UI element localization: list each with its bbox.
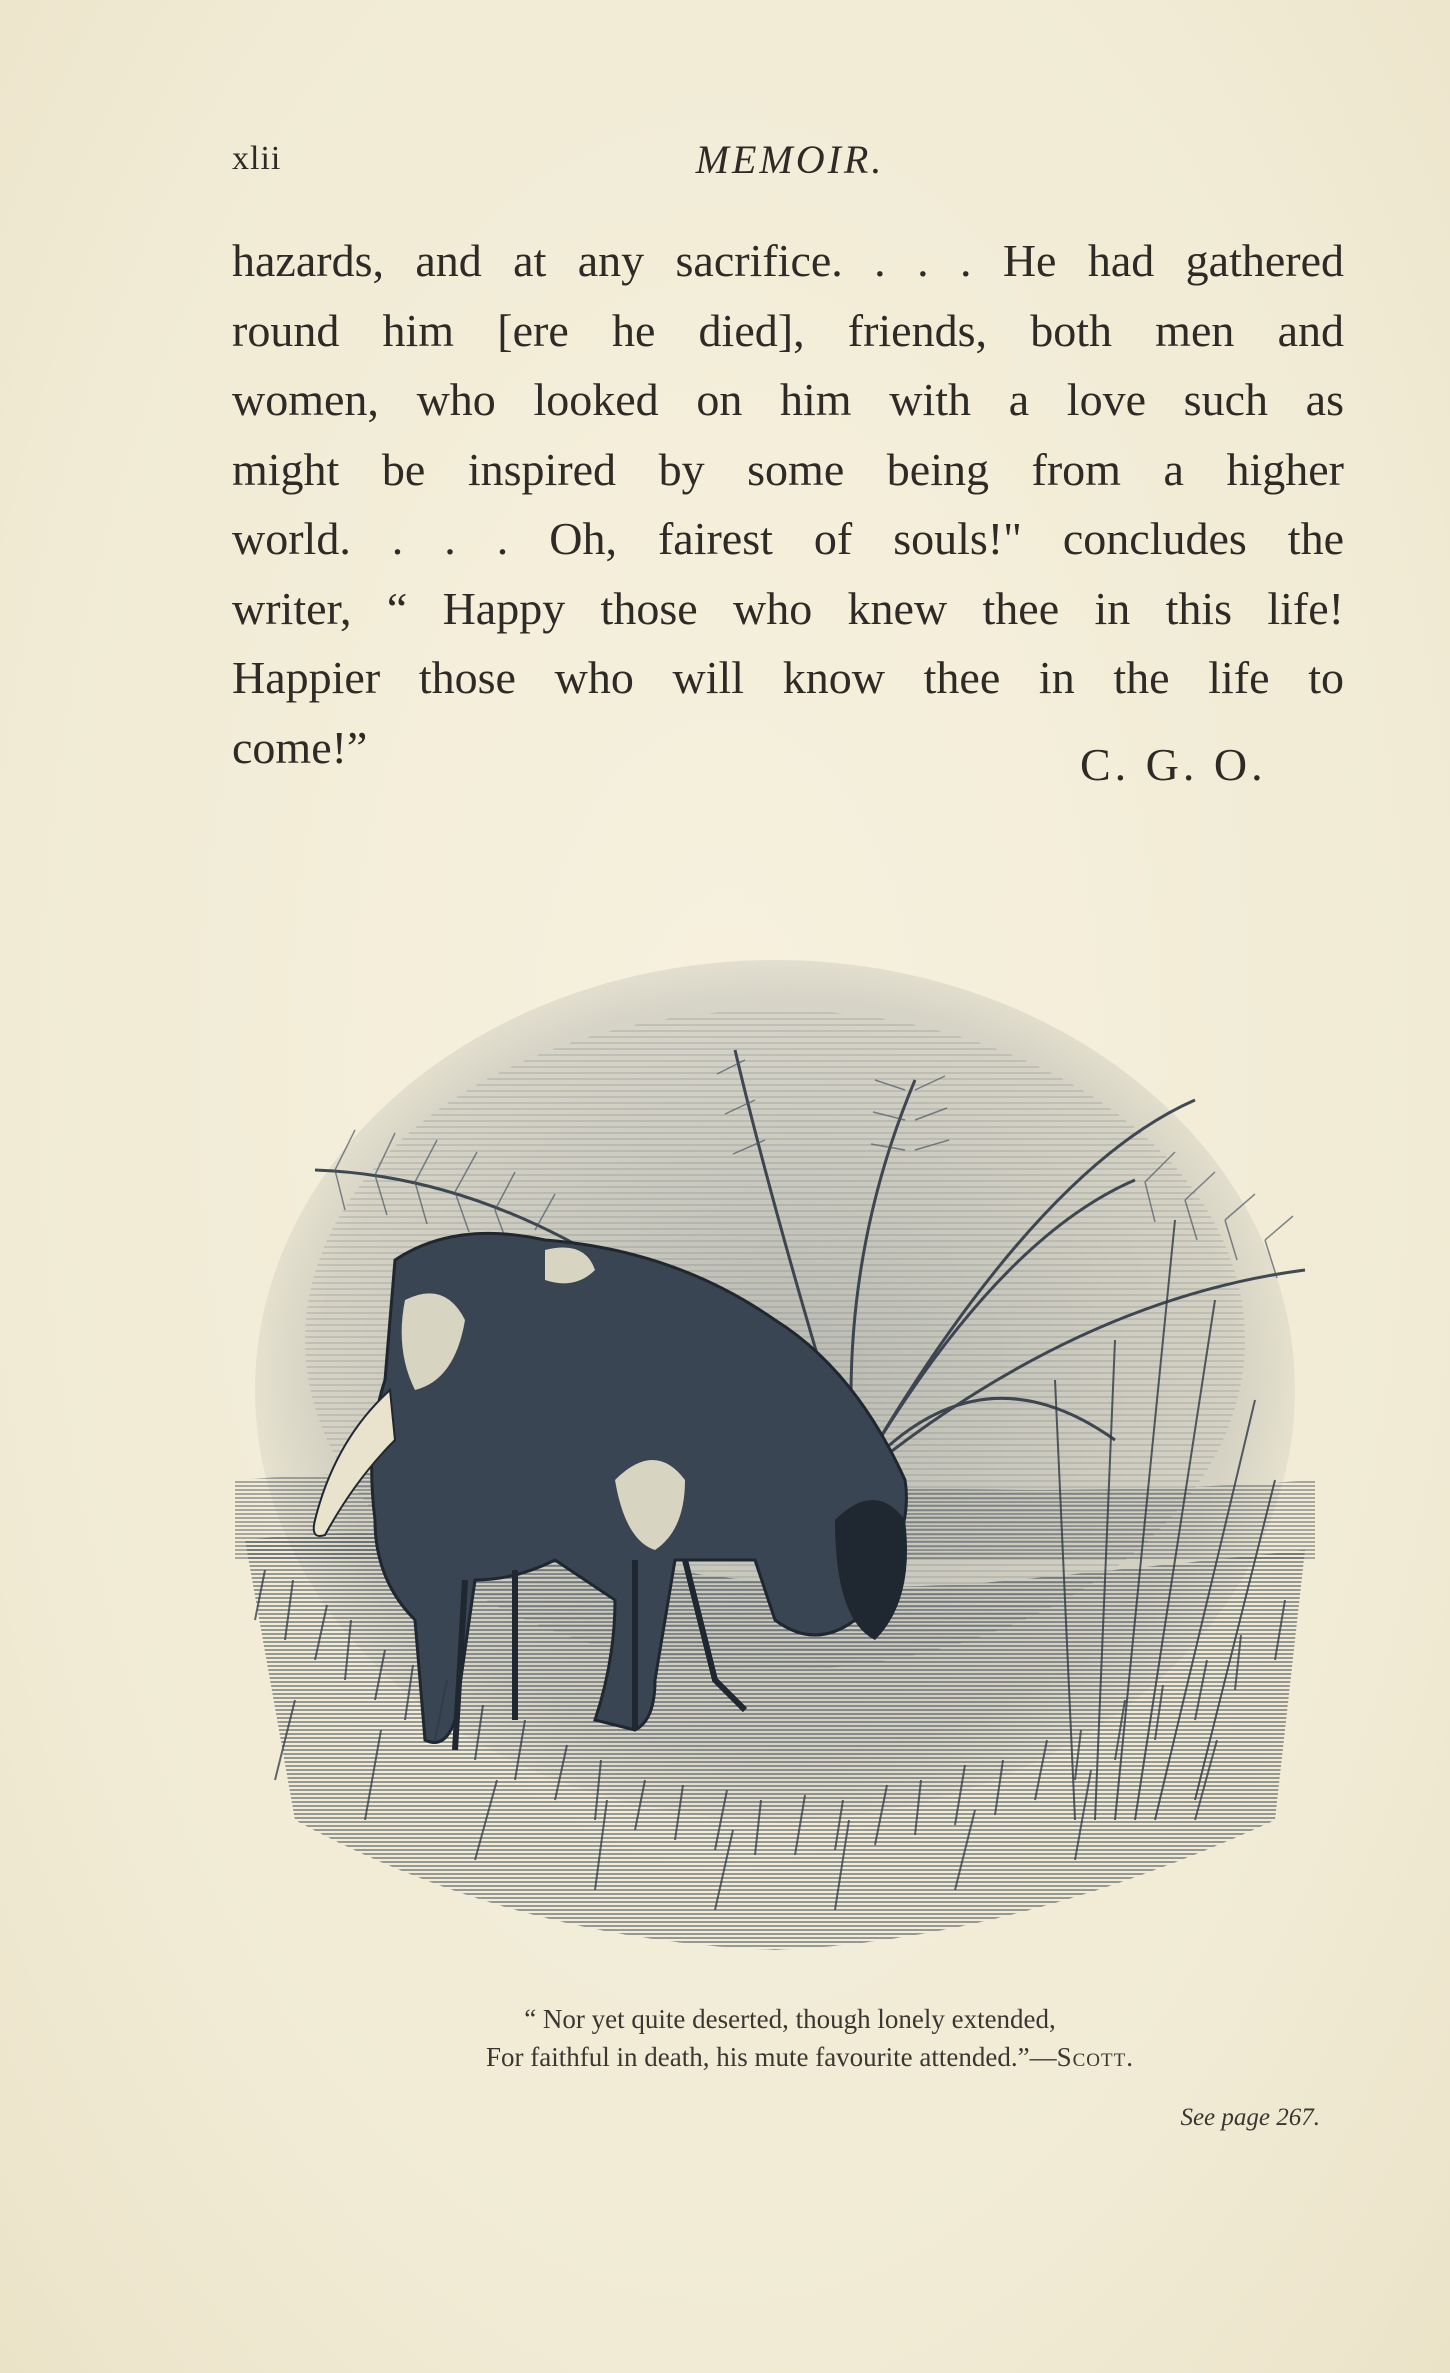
text-line: writer, “ Happy those who knew thee in this life! — [232, 582, 1344, 634]
text-line: come!” — [232, 721, 368, 773]
text-line: might be inspired by some being from a higher — [232, 443, 1344, 495]
body-text — [232, 226, 1344, 782]
caption-line-2 — [0, 2038, 1450, 2076]
illustration-caption — [0, 2000, 1450, 2076]
dog-engraving-illustration — [215, 920, 1335, 1960]
text-line: world. . . . Oh, fairest of souls!" concludes the — [232, 513, 1344, 564]
caption-line-2-text: For faithful in death, his mute favourite attended.”— — [486, 2042, 1057, 2072]
signature: C. G. O. — [1080, 739, 1267, 790]
text-line: hazards, and at any sacrifice. . . . He had gathered — [232, 235, 1344, 286]
text-line: Happier those who will know thee in the life to — [232, 652, 1344, 703]
page-reference: See page 267. — [1180, 2104, 1320, 2131]
caption-author: Scott. — [1056, 2042, 1134, 2072]
page-number: xlii — [232, 140, 282, 177]
caption-line-1: “ Nor yet quite deserted, though lonely extended, — [524, 2004, 1056, 2034]
text-line: women, who looked on him with a love such as — [232, 374, 1344, 425]
running-title: MEMOIR. — [695, 137, 885, 182]
text-line: round him [ere he died], friends, both men and — [232, 304, 1344, 356]
